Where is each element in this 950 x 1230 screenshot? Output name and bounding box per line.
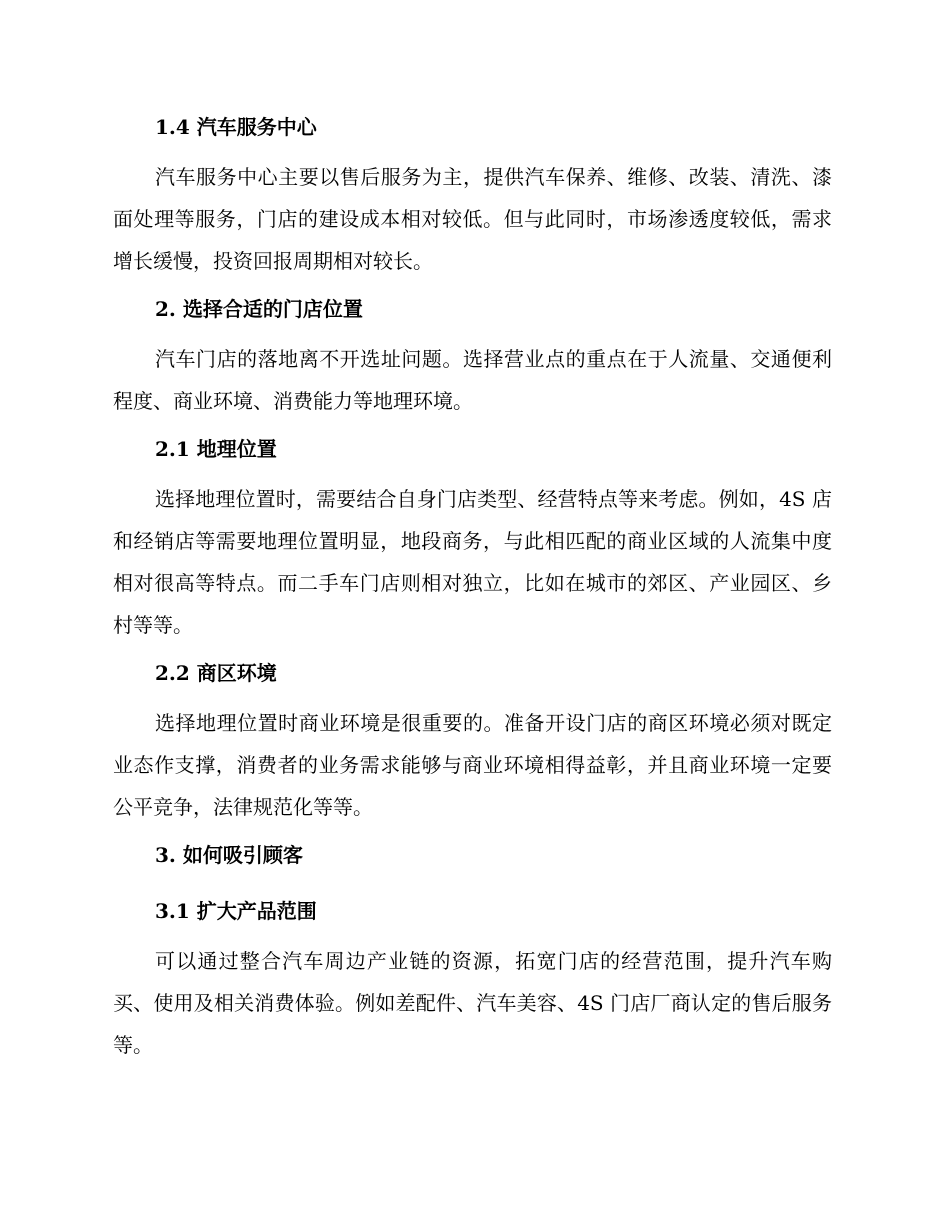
section-heading-2: 2. 选择合适的门店位置 [155, 297, 363, 321]
section-paragraph-2: 汽车门店的落地离不开选址问题。选择营业点的重点在于人流量、交通便利程度、商业环境、消费能力等地理环境。 [113, 347, 832, 413]
section-heading-1-4: 1.4 汽车服务中心 [155, 115, 317, 139]
section-heading-3: 3. 如何吸引顾客 [155, 843, 303, 867]
section-heading-2-2: 2.2 商区环境 [155, 661, 277, 685]
section-paragraph-3-1: 可以通过整合汽车周边产业链的资源，拓宽门店的经营范围，提升汽车购买、使用及相关消费体验。例如差配件、汽车美容、4S 门店厂商认定的售后服务等。 [113, 949, 832, 1057]
section-paragraph-1-4: 汽车服务中心主要以售后服务为主，提供汽车保养、维修、改装、清洗、漆面处理等服务，门店的建设成本相对较低。但与此同时，市场渗透度较低，需求增长缓慢，投资回报周期相对较长。 [113, 165, 832, 273]
section-heading-3-1: 3.1 扩大产品范围 [155, 899, 317, 923]
section-paragraph-2-1: 选择地理位置时，需要结合自身门店类型、经营特点等来考虑。例如，4S 店和经销店等需要地理位置明显，地段商务，与此相匹配的商业区域的人流集中度相对很高等特点。而二手车门店则相对独立，比如在城市的郊区、产业园区、乡村等等。 [113, 487, 832, 637]
section-heading-2-1: 2.1 地理位置 [155, 437, 277, 461]
section-paragraph-2-2: 选择地理位置时商业环境是很重要的。准备开设门店的商区环境必须对既定业态作支撑，消费者的业务需求能够与商业环境相得益彰，并且商业环境一定要公平竞争，法律规范化等等。 [113, 711, 832, 819]
